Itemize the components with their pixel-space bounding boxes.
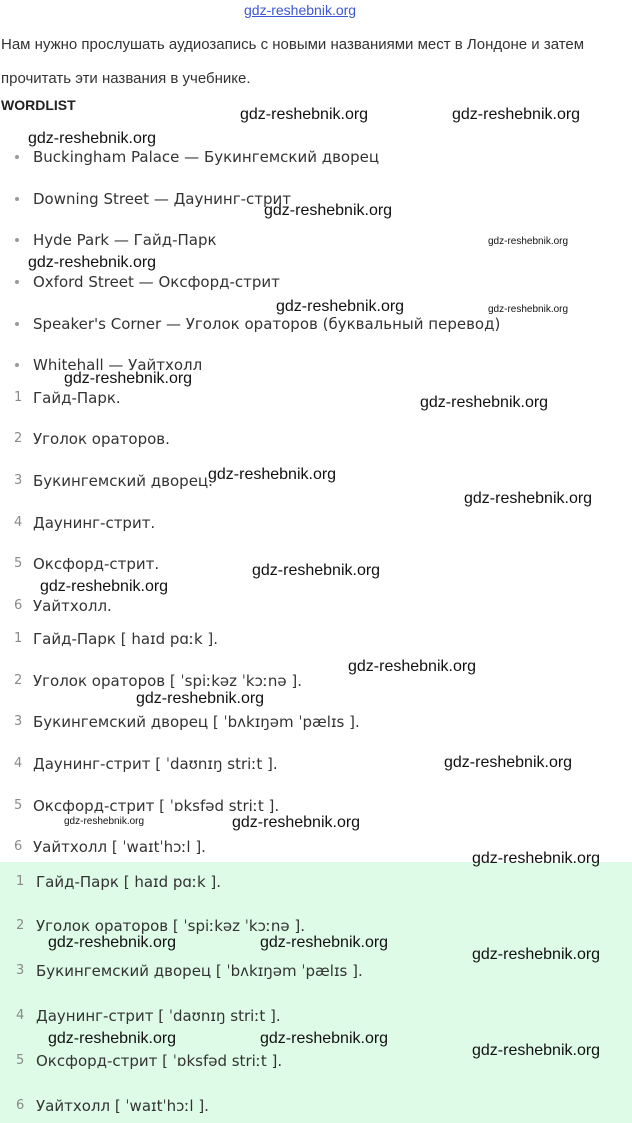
wordlist-heading: WORDLIST	[1, 97, 76, 113]
bullet-icon	[15, 280, 19, 284]
wordlist-entry: Downing Street — Даунинг-стрит	[33, 190, 292, 208]
watermark: gdz-reshebnik.org	[64, 816, 145, 827]
item-number: 3	[16, 963, 25, 978]
watermark: gdz-reshebnik.org	[48, 934, 177, 951]
bullet-icon	[15, 363, 19, 367]
wordlist-entry: Buckingham Palace — Букингемский дворец	[33, 148, 380, 166]
item-number: 1	[14, 631, 23, 646]
bullet-icon	[15, 322, 19, 326]
item-text: Уайтхолл [ ˈwaɪtˈhɔːl ].	[33, 838, 206, 856]
item-number: 4	[14, 756, 23, 771]
watermark: gdz-reshebnik.org	[472, 946, 601, 963]
watermark: gdz-reshebnik.org	[48, 1030, 177, 1047]
item-number: 4	[14, 515, 23, 530]
item-number: 2	[14, 431, 23, 446]
watermark: gdz-reshebnik.org	[420, 394, 549, 411]
watermark: gdz-reshebnik.org	[444, 754, 573, 771]
watermark: gdz-reshebnik.org	[40, 578, 169, 595]
item-text: Букингемский дворец [ ˈbʌkɪŋəm ˈpælɪs ].	[33, 713, 360, 731]
watermark: gdz-reshebnik.org	[64, 370, 193, 387]
watermark: gdz-reshebnik.org	[240, 106, 369, 123]
watermark: gdz-reshebnik.org	[260, 1030, 389, 1047]
item-text: Оксфорд-стрит [ ˈɒksfəd striːt ].	[33, 797, 280, 815]
item-text: Букингемский дворец.	[33, 472, 213, 490]
intro-paragraph: Нам нужно прослушать аудиозапись с новыми названиями мест в Лондоне и затем прочитать эти названия в учебнике.	[1, 36, 585, 87]
watermark: gdz-reshebnik.org	[348, 658, 477, 675]
watermark: gdz-reshebnik.org	[28, 254, 157, 271]
item-number: 5	[14, 798, 23, 813]
watermark: gdz-reshebnik.org	[28, 130, 157, 147]
item-text: Уголок ораторов.	[33, 430, 170, 448]
item-number: 6	[14, 598, 23, 613]
watermark: gdz-reshebnik.org	[252, 562, 381, 579]
answer-box	[0, 862, 632, 1123]
item-text: Даунинг-стрит [ ˈdaʊnɪŋ striːt ].	[33, 755, 278, 773]
item-text: Даунинг-стрит.	[33, 514, 156, 532]
watermark: gdz-reshebnik.org	[488, 236, 569, 247]
item-number: 3	[14, 473, 23, 488]
item-number: 4	[16, 1008, 25, 1023]
wordlist-entry: Hyde Park — Гайд-Парк	[33, 231, 217, 249]
wordlist-entry: Speaker's Corner — Уголок ораторов (буквальный перевод)	[33, 315, 501, 333]
item-number: 1	[14, 390, 23, 405]
bullet-icon	[15, 155, 19, 159]
item-number: 2	[16, 918, 25, 933]
item-text: Уголок ораторов [ ˈspiːkəz ˈkɔːnə ].	[33, 672, 302, 690]
item-number: 3	[14, 714, 23, 729]
watermark: gdz-reshebnik.org	[464, 490, 593, 507]
item-text: Гайд-Парк.	[33, 389, 121, 407]
watermark: gdz-reshebnik.org	[260, 934, 389, 951]
item-text: Оксфорд-стрит [ ˈɒksfəd striːt ].	[36, 1052, 283, 1070]
item-number: 1	[16, 874, 25, 889]
wordlist-entry: Whitehall — Уайтхолл	[33, 356, 203, 374]
watermark: gdz-reshebnik.org	[472, 1042, 601, 1059]
bullet-icon	[15, 197, 19, 201]
item-number: 6	[14, 839, 23, 854]
item-number: 5	[14, 556, 23, 571]
watermark: gdz-reshebnik.org	[232, 814, 361, 831]
item-text: Гайд-Парк [ haɪd pɑːk ].	[33, 630, 219, 648]
watermark: gdz-reshebnik.org	[208, 466, 337, 483]
watermark: gdz-reshebnik.org	[136, 690, 265, 707]
watermark: gdz-reshebnik.org	[276, 298, 405, 315]
item-text: Уайтхолл.	[33, 597, 112, 615]
watermark: gdz-reshebnik.org	[264, 202, 393, 219]
wordlist-entry: Oxford Street — Оксфорд-стрит	[33, 273, 280, 291]
item-text: Букингемский дворец [ ˈbʌkɪŋəm ˈpælɪs ].	[36, 962, 363, 980]
watermark: gdz-reshebnik.org	[488, 304, 569, 315]
bullet-icon	[15, 238, 19, 242]
item-number: 6	[16, 1098, 25, 1113]
item-text: Гайд-Парк [ haɪd pɑːk ].	[36, 873, 222, 891]
item-text: Оксфорд-стрит.	[33, 555, 160, 573]
item-number: 5	[16, 1053, 25, 1068]
item-text: Даунинг-стрит [ ˈdaʊnɪŋ striːt ].	[36, 1007, 281, 1025]
site-link[interactable]: gdz-reshebnik.org	[244, 2, 357, 18]
item-text: Уголок ораторов [ ˈspiːkəz ˈkɔːnə ].	[36, 917, 305, 935]
watermark: gdz-reshebnik.org	[452, 106, 581, 123]
item-text: Уайтхолл [ ˈwaɪtˈhɔːl ].	[36, 1097, 209, 1115]
watermark: gdz-reshebnik.org	[472, 850, 601, 867]
item-number: 2	[14, 673, 23, 688]
